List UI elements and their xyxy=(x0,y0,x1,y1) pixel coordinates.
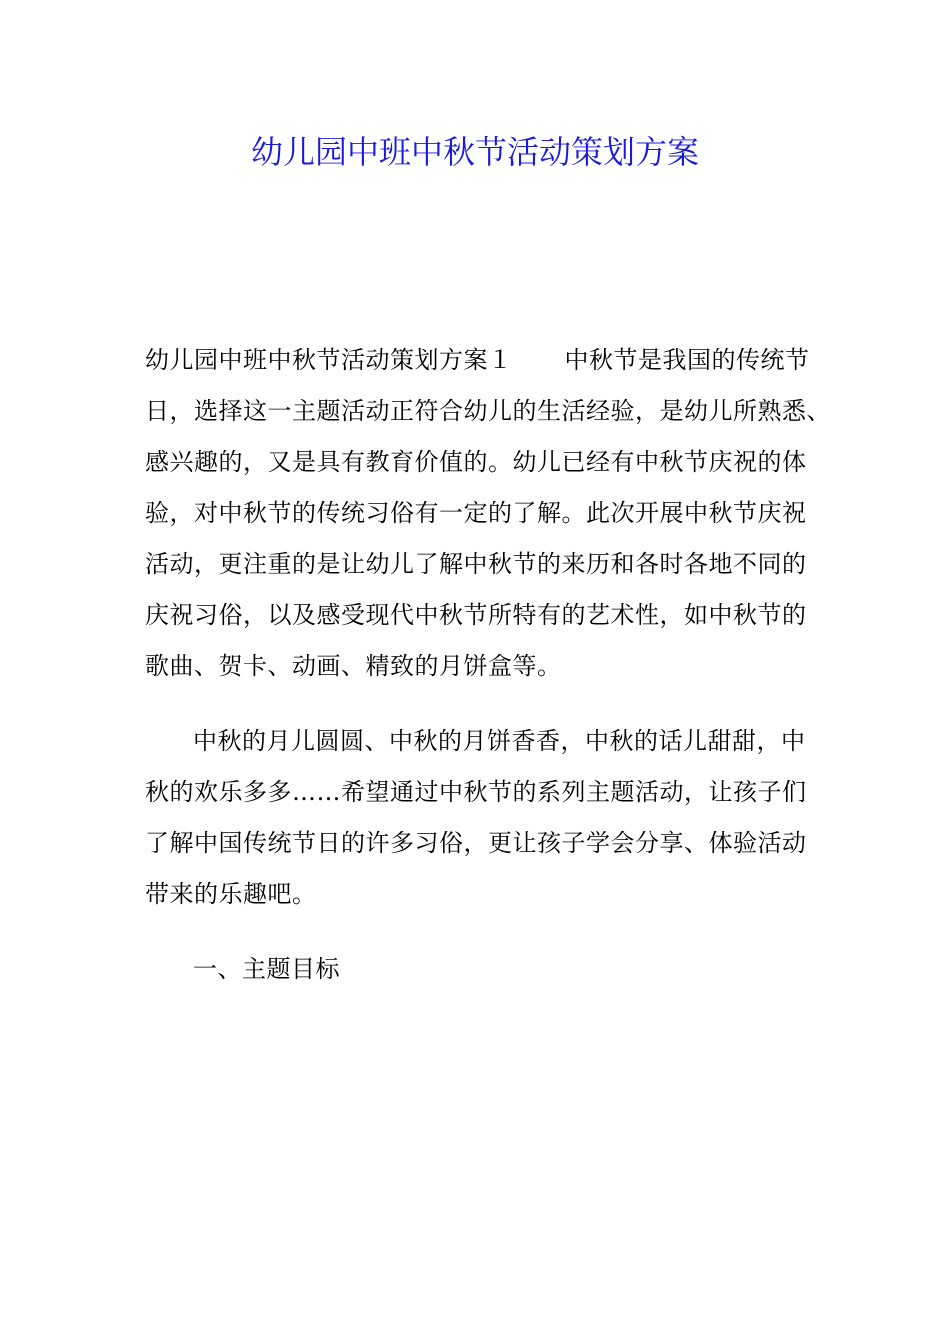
paragraph-line: 感兴趣的，又是具有教育价值的。幼儿已经有中秋节庆祝的体 xyxy=(145,448,807,476)
paragraph-line: 庆祝习俗，以及感受现代中秋节所特有的艺术性，如中秋节的 xyxy=(145,601,807,629)
paragraph-line: 中秋的月儿圆圆、中秋的月饼香香，中秋的话儿甜甜，中 xyxy=(193,727,806,755)
paragraph-line: 带来的乐趣吧。 xyxy=(145,880,317,908)
section-heading xyxy=(145,944,825,995)
paragraph-line xyxy=(145,335,825,386)
paragraph-line: 验，对中秋节的传统习俗有一定的了解。此次开展中秋节庆祝 xyxy=(145,499,807,527)
document-body xyxy=(145,335,831,1019)
document-title: 幼儿园中班中秋节活动策划方案 xyxy=(250,133,699,171)
paragraph-theme xyxy=(145,716,825,920)
paragraph-line: 活动，更注重的是让幼儿了解中秋节的来历和各时各地不同的 xyxy=(145,550,807,578)
section-heading-text: 一、主题目标 xyxy=(193,955,340,983)
paragraph-line: 歌曲、贺卡、动画、精致的月饼盒等。 xyxy=(145,652,562,680)
paragraph-line: 秋的欢乐多多……希望通过中秋节的系列主题活动，让孩子们 xyxy=(145,778,807,806)
paragraph-line: 了解中国传统节日的许多习俗，更让孩子学会分享、体验活动 xyxy=(145,829,807,857)
paragraph-intro xyxy=(145,335,831,692)
paragraph-line: 日，选择这一主题活动正符合幼儿的生活经验，是幼儿所熟悉、 xyxy=(145,397,831,425)
line-text: 中秋节是我国的传统节 xyxy=(564,346,810,374)
inline-heading: 幼儿园中班中秋节活动策划方案１ xyxy=(145,346,513,374)
